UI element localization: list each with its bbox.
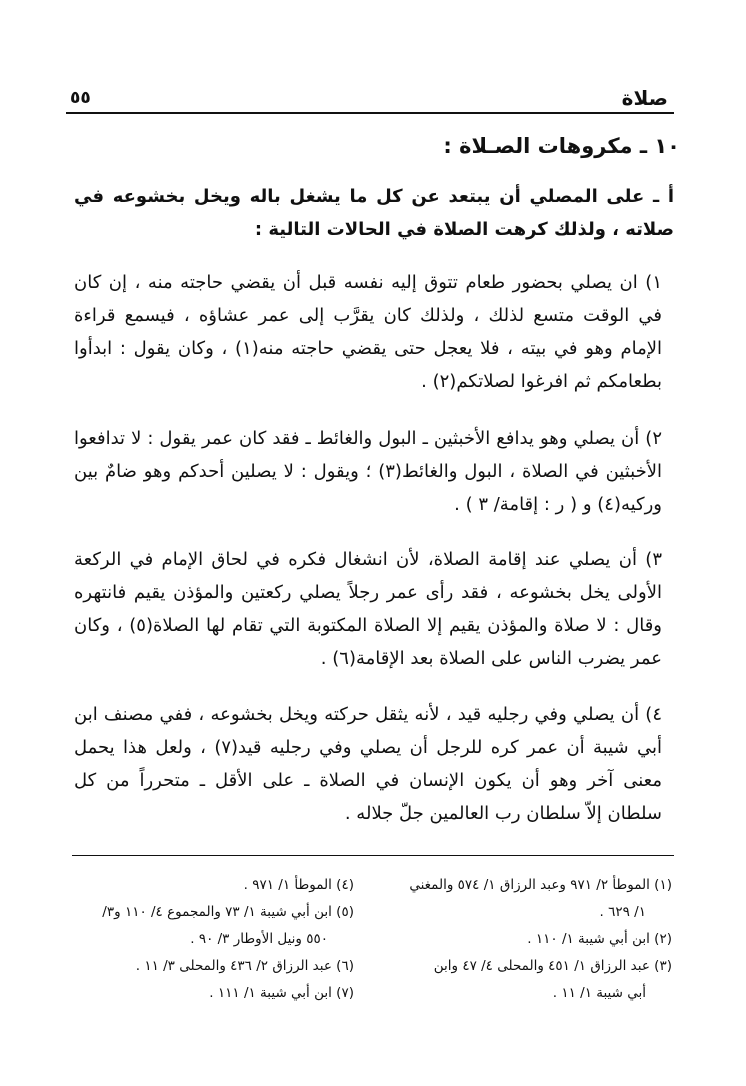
- footnote-3: (٣) عبد الرزاق ١/ ٤٥١ والمحلى ٤/ ٤٧ وابن: [433, 958, 672, 974]
- running-header-title: صلاة: [621, 86, 668, 110]
- paragraph-1: ١) ان يصلي بحضور طعام تتوق إليه نفسه قبل أن يقضي حاجته منه ، إن كان في الوقت متسع لذلك ، ولذلك كان يقرَّب إلى عمر عشاؤه ، فيسمع قراءة الإمام وهو في بيته ، فلا يعجل حتى يقضي حاجته منه(١) ، وكان يقول : ابدأوا بطعامكم ثم افرغوا لصلاتكم(٢) .: [74, 272, 662, 392]
- footnote-1: (١) الموطأ ٢/ ٩٧١ وعبد الرزاق ١/ ٥٧٤ والمغني: [409, 877, 672, 893]
- footnote-3-continued: أبي شيبة ١/ ١١ .: [552, 985, 646, 1001]
- footnote-7: (٧) ابن أبي شيبة ١/ ١١١ .: [209, 985, 354, 1001]
- footnote-5-continued: ٥٥٠ ونيل الأوطار ٣/ ٩٠ .: [190, 931, 328, 947]
- header-divider: [66, 112, 674, 114]
- paragraph-2: ٢) أن يصلي وهو يدافع الأخبثين ـ البول والغائط ـ فقد كان عمر يقول : لا تدافعوا الأخبثين في الصلاة ، البول والغائط(٣) ؛ ويقول : لا يصلين أحدكم وهو ضامٌ بين وركيه(٤) و ( ر : إقامة/ ٣ ) .: [74, 428, 662, 515]
- paragraph-4: ٤) أن يصلي وفي رجليه قيد ، لأنه يثقل حركته ويخل بخشوعه ، ففي مصنف ابن أبي شيبة أن عمر كره للرجل أن يصلي وفي رجليه قيد(٧) ، ولعل هذا يحمل معنى آخر وهو أن يكون الإنسان في الصلاة ـ على الأقل ـ متحرراً من كل سلطان إلاّ سلطان رب العالمين جلّ جلاله .: [74, 704, 662, 824]
- footnotes-left-column: [64, 872, 354, 1007]
- footnote-4: (٤) الموطأ ١/ ٩٧١ .: [243, 877, 354, 893]
- page-number: ٥٥: [70, 88, 91, 108]
- footnote-6: (٦) عبد الرزاق ٢/ ٤٣٦ والمحلى ٣/ ١١ .: [135, 958, 354, 974]
- paragraph-3: ٣) أن يصلي عند إقامة الصلاة، لأن انشغال فكره في لحاق الإمام في الركعة الأولى يخل بخشوعه ، فقد رأى عمر رجلاً يصلي ركعتين والمؤذن يقيم فانتهره وقال : لا صلاة والمؤذن يقيم إلا الصلاة المكتوبة التي تقام لها الصلاة(٥) ، وكان عمر يضرب الناس على الصلاة بعد الإقامة(٦) .: [74, 549, 662, 669]
- point-a-paragraph: أ ـ على المصلي أن يبتعد عن كل ما يشغل باله ويخل بخشوعه في صلاته ، ولذلك كرهت الصلاة في الحالات التالية :: [74, 186, 674, 240]
- footnote-divider: [72, 855, 674, 856]
- footnote-5: (٥) ابن أبي شيبة ١/ ٧٣ والمجموع ٤/ ١١٠ و٣/: [102, 904, 354, 920]
- footnote-1-continued: ١/ ٦٢٩ .: [599, 904, 646, 920]
- footnote-2: (٢) ابن أبي شيبة ١/ ١١٠ .: [527, 931, 672, 947]
- footnotes-right-column: [372, 872, 672, 1007]
- section-heading: ١٠ ـ مكروهات الصـلاة :: [443, 134, 680, 158]
